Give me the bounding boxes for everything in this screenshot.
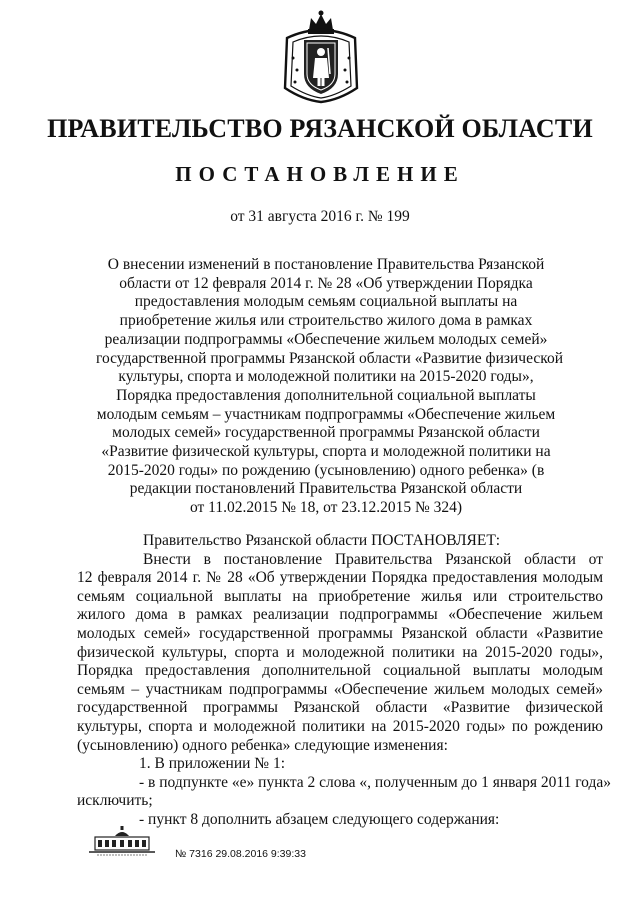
amendment-subpoint-e-cont: исключить; <box>77 792 153 810</box>
subject-line: области от 12 февраля 2014 г. № 28 «Об утверждении Порядка <box>119 274 533 292</box>
subject-line: государственной программы Рязанской области «Развитие физической <box>96 349 564 367</box>
document-body <box>77 532 611 830</box>
amendment-item-1: 1. В приложении № 1: <box>139 755 286 773</box>
subject-line: от 11.02.2015 № 18, от 23.12.2015 № 324) <box>189 499 463 517</box>
body-line: государственной программы Рязанской области «Развитие физической <box>77 699 603 717</box>
document-type: ПОСТАНОВЛЕНИЕ <box>175 162 465 186</box>
registration-stamp: № 7316 29.08.2016 9:39:33 <box>175 848 306 860</box>
subject-line: приобретение жилья или строительство жилого дома в рамках <box>119 312 533 330</box>
ryazan-coat-of-arms-icon <box>279 8 363 106</box>
body-line: физической культуры, спорта и молодежной политики на 2015-2020 годы», <box>77 643 603 661</box>
subject-line: редакции постановлений Правительства Рязанской области <box>129 480 523 498</box>
subject-line: культуры, спорта и молодежной политики на 2015-2020 годы», <box>118 368 534 386</box>
amendment-subpoint-8: - пункт 8 дополнить абзацем следующего содержания: <box>139 810 500 828</box>
document-date-number: от 31 августа 2016 г. № 199 <box>230 208 410 225</box>
government-title: ПРАВИТЕЛЬСТВО РЯЗАНСКОЙ ОБЛАСТИ <box>47 114 593 143</box>
body-line: молодых семей» государственной программы Рязанской области «Развитие <box>77 624 603 642</box>
body-line: жилого дома в рамках реализации подпрограммы «Обеспечение жильем <box>77 606 603 624</box>
subject-line: предоставления молодым семьям социальной выплаты на <box>134 293 518 311</box>
subject-line: Порядка предоставления дополнительной социальной выплаты <box>116 386 536 404</box>
body-line: семьям – участникам подпрограммы «Обеспечение жильем молодых семей» <box>77 680 603 698</box>
body-line: 12 февраля 2014 г. № 28 «Об утверждении Порядка предоставления молодым <box>77 569 603 587</box>
body-line: семьям социальной выплаты на приобретение жилья или строительство <box>77 587 603 605</box>
body-line: Внести в постановление Правительства Рязанской области от <box>143 550 603 568</box>
subject-line: 2015-2020 годы» по рождению (усыновлению) одного ребенка» (в <box>107 461 545 479</box>
body-line: (усыновлению) одного ребенка» следующие изменения: <box>77 736 448 754</box>
body-line: Порядка предоставления дополнительной социальной выплаты молодым <box>77 662 603 680</box>
subject-line: молодых семей» государственной программы Рязанской области <box>112 424 540 442</box>
document-subject <box>96 256 564 518</box>
subject-line: молодым семьям – участникам подпрограммы «Обеспечение жильем <box>96 405 556 423</box>
amendment-subpoint-e: - в подпункте «е» пункта 2 слова «, полученным до 1 января 2011 года» <box>139 773 611 791</box>
subject-line: реализации подпрограммы «Обеспечение жильем молодых семей» <box>104 330 548 348</box>
printing-house-building-icon <box>87 826 157 856</box>
body-line: культуры, спорта и молодежной политики на 2015-2020 годы» по рождению <box>77 717 603 735</box>
subject-line: О внесении изменений в постановление Правительства Рязанской <box>107 256 545 273</box>
resolution-statement: Правительство Рязанской области ПОСТАНОВЛЯЕТ: <box>143 532 501 549</box>
subject-line: «Развитие физической культуры, спорта и молодежной политики на <box>101 443 551 461</box>
